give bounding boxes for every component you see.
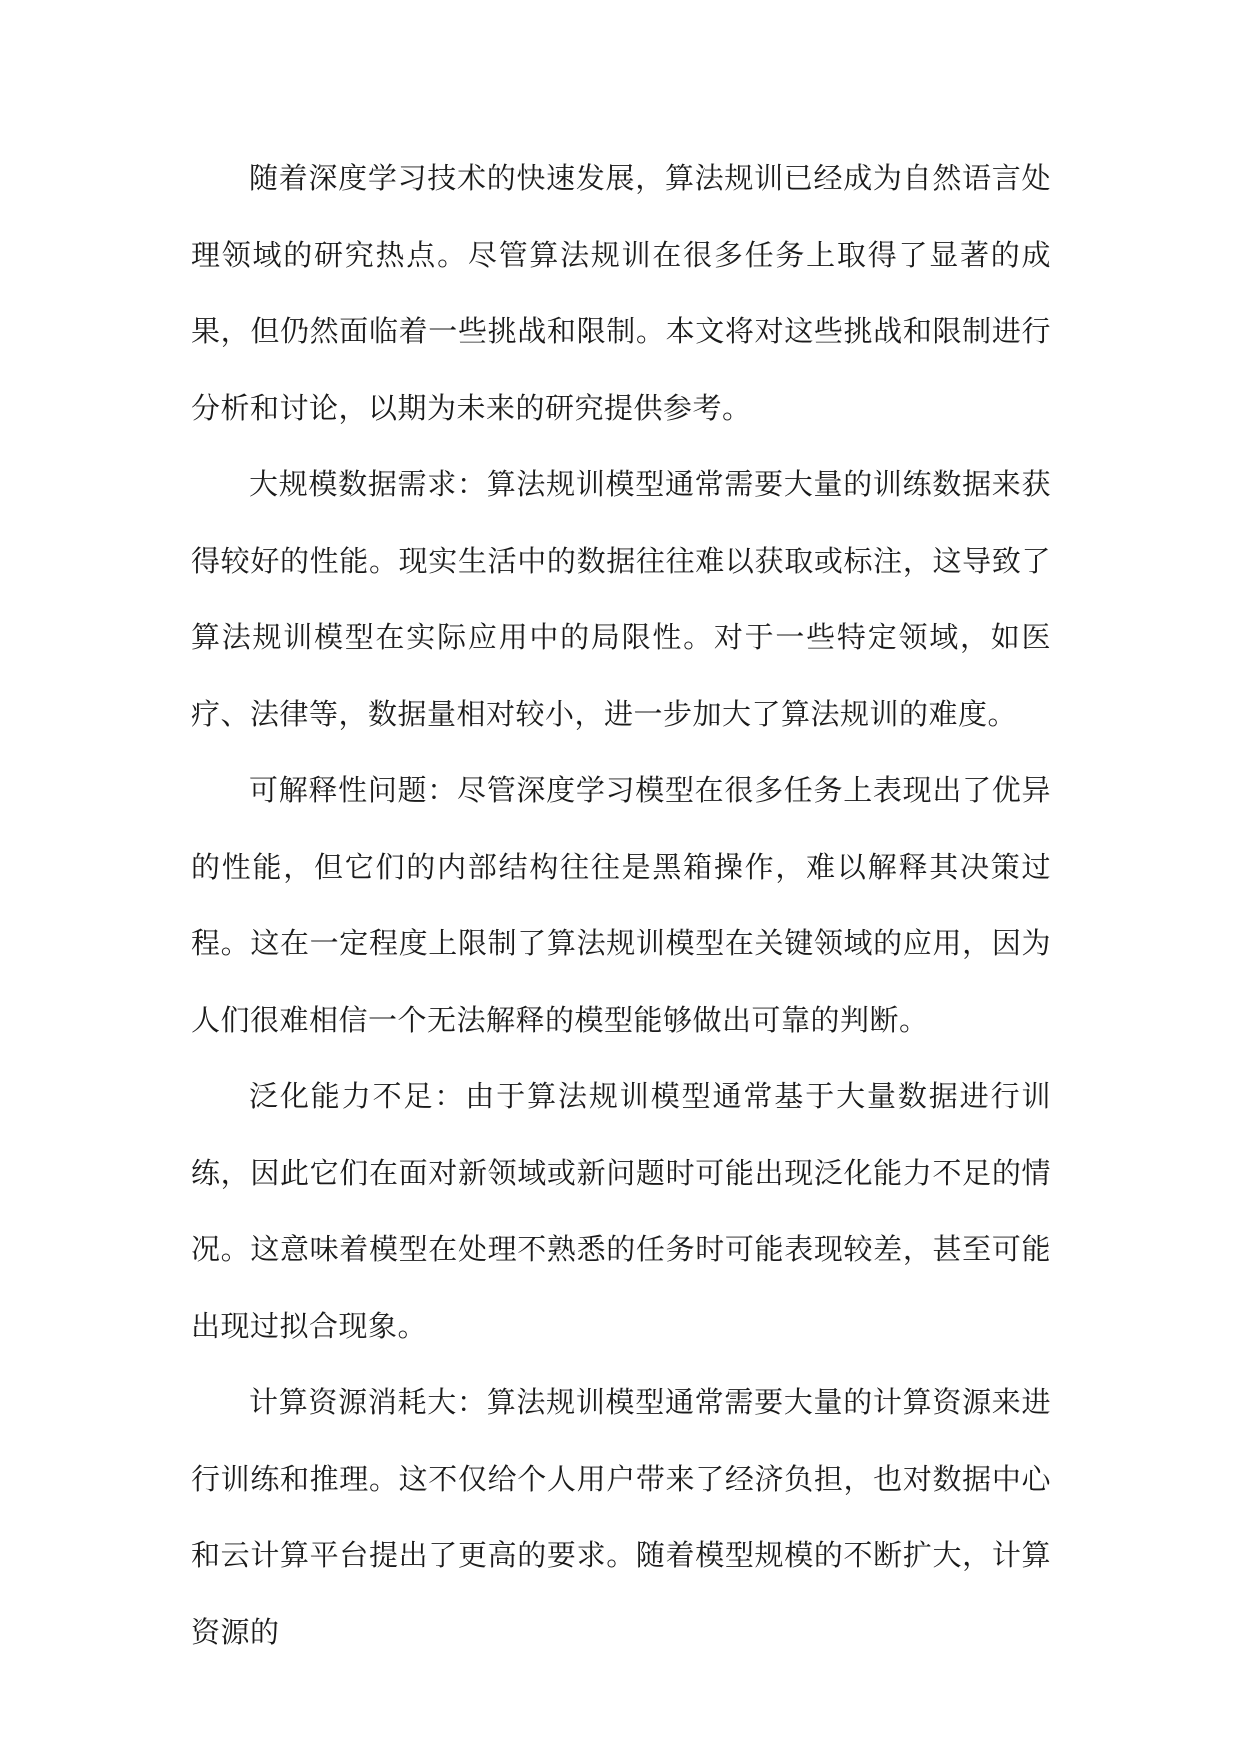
document-body <box>191 140 1051 1670</box>
paragraph-data-requirements: 大规模数据需求：算法规训模型通常需要大量的训练数据来获得较好的性能。现实生活中的数据往往难以获取或标注，这导致了算法规训模型在实际应用中的局限性。对于一些特定领域，如医疗、法律等，数据量相对较小，进一步加大了算法规训的难度。 <box>191 467 1051 731</box>
paragraph-intro: 随着深度学习技术的快速发展，算法规训已经成为自然语言处理领域的研究热点。尽管算法规训在很多任务上取得了显著的成果，但仍然面临着一些挑战和限制。本文将对这些挑战和限制进行分析和讨论，以期为未来的研究提供参考。 <box>191 161 1051 425</box>
paragraph-compute-resources: 计算资源消耗大：算法规训模型通常需要大量的计算资源来进行训练和推理。这不仅给个人用户带来了经济负担，也对数据中心和云计算平台提出了更高的要求。随着模型规模的不断扩大，计算资源的 <box>191 1385 1051 1649</box>
paragraph-generalization: 泛化能力不足：由于算法规训模型通常基于大量数据进行训练，因此它们在面对新领域或新问题时可能出现泛化能力不足的情况。这意味着模型在处理不熟悉的任务时可能表现较差，甚至可能出现过拟合现象。 <box>191 1079 1051 1343</box>
paragraph-interpretability: 可解释性问题：尽管深度学习模型在很多任务上表现出了优异的性能，但它们的内部结构往往是黑箱操作，难以解释其决策过程。这在一定程度上限制了算法规训模型在关键领域的应用，因为人们很难相信一个无法解释的模型能够做出可靠的判断。 <box>191 773 1051 1037</box>
